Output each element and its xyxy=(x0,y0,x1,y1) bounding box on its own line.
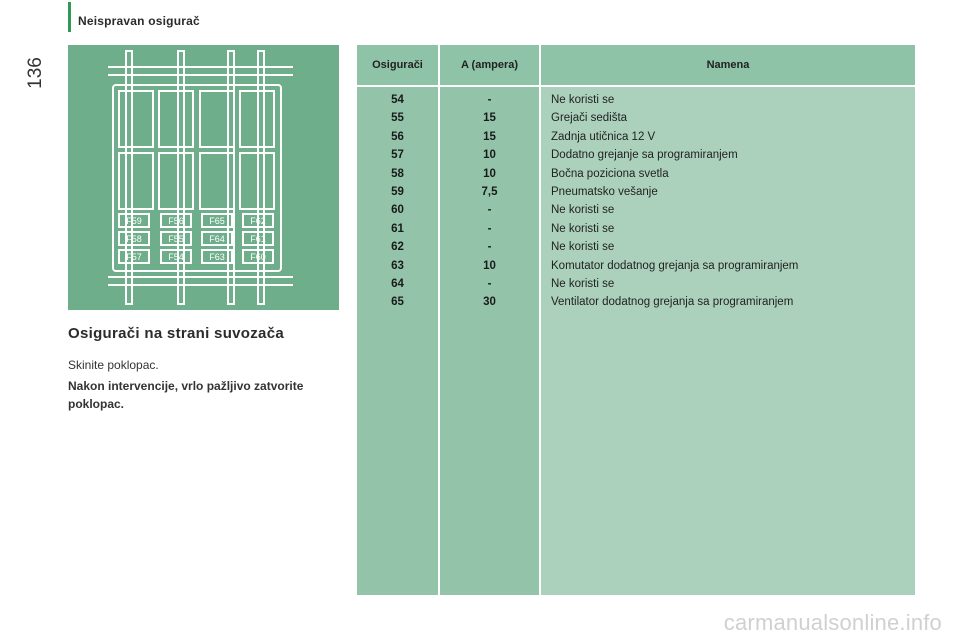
header-fuse: Osigurači xyxy=(357,45,438,85)
cell-amp: 15 xyxy=(483,112,496,125)
page-number: 136 xyxy=(24,57,46,89)
cell-amp: - xyxy=(487,204,492,217)
cell-amp: 15 xyxy=(483,130,496,143)
fuse-label: F64 xyxy=(209,234,225,244)
table-row xyxy=(357,183,915,201)
table-row xyxy=(357,275,915,293)
cell-fuse: 60 xyxy=(391,204,404,217)
fuse-label: F55 xyxy=(168,234,184,244)
table-row xyxy=(357,109,915,127)
cell-amp: - xyxy=(487,94,492,106)
cell-purpose: Ventilator dodatnog grejanja sa programiranjem xyxy=(551,296,794,309)
fuse-label: F54 xyxy=(168,252,184,262)
table-row xyxy=(357,165,915,183)
cell-purpose: Ne koristi se xyxy=(551,94,615,106)
cell-fuse: 63 xyxy=(391,259,404,272)
fuse-label: F57 xyxy=(126,252,142,262)
fuse-label: F65 xyxy=(209,216,225,226)
cell-purpose: Grejači sedišta xyxy=(551,112,628,125)
header-accent-bar xyxy=(68,2,71,32)
cell-fuse: 58 xyxy=(391,167,404,180)
table-rows xyxy=(357,91,915,312)
cell-purpose: Ne koristi se xyxy=(551,241,615,254)
cell-purpose: Pneumatsko vešanje xyxy=(551,185,658,198)
page-header-title: Neispravan osigurač xyxy=(78,14,200,28)
cell-fuse: 57 xyxy=(391,149,404,162)
watermark: carmanualsonline.info xyxy=(723,610,942,635)
cell-fuse: 64 xyxy=(391,277,404,290)
table-row xyxy=(357,238,915,256)
cell-fuse: 65 xyxy=(391,296,404,309)
cell-fuse: 62 xyxy=(391,241,404,254)
cell-fuse: 55 xyxy=(391,112,404,125)
cell-purpose: Ne koristi se xyxy=(551,277,615,290)
table-row xyxy=(357,220,915,238)
cell-purpose: Ne koristi se xyxy=(551,222,615,235)
cell-purpose: Komutator dodatnog grejanja sa programiranjem xyxy=(551,259,799,272)
fuse-label: F56 xyxy=(168,216,184,226)
cell-amp: 10 xyxy=(483,167,496,180)
cell-amp: - xyxy=(487,277,492,290)
table-row xyxy=(357,201,915,219)
cell-amp: 7,5 xyxy=(481,185,498,198)
cell-purpose: Bočna poziciona svetla xyxy=(551,167,669,180)
table-row xyxy=(357,91,915,109)
fuse-label: F61 xyxy=(250,234,266,244)
table-header xyxy=(357,45,915,85)
cell-amp: - xyxy=(487,241,492,254)
section-title: Osigurači na strani suvozača xyxy=(68,325,284,342)
table-row xyxy=(357,146,915,164)
cell-fuse: 61 xyxy=(391,222,404,235)
header-purpose: Namena xyxy=(541,45,915,85)
cell-amp: - xyxy=(487,222,492,235)
cell-purpose: Ne koristi se xyxy=(551,204,615,217)
header-amp: A (ampera) xyxy=(440,45,539,85)
instruction-warning: Nakon intervencije, vrlo pažljivo zatvorite poklopac. xyxy=(68,379,304,411)
cell-fuse: 59 xyxy=(391,185,404,198)
fuse-label: F62 xyxy=(250,216,266,226)
instruction-text: Skinite poklopac. xyxy=(68,358,159,372)
fuse-table xyxy=(357,45,915,595)
cell-fuse: 54 xyxy=(391,94,404,106)
fuse-box-diagram xyxy=(68,45,339,310)
cell-amp: 10 xyxy=(483,149,496,162)
cell-fuse: 56 xyxy=(391,130,404,143)
cell-amp: 10 xyxy=(483,259,496,272)
cell-purpose: Dodatno grejanje sa programiranjem xyxy=(551,149,738,162)
fuse-label: F58 xyxy=(126,234,142,244)
table-row xyxy=(357,293,915,311)
cell-purpose: Zadnja utičnica 12 V xyxy=(551,130,656,143)
cell-amp: 30 xyxy=(483,296,496,309)
fuse-label: F60 xyxy=(250,252,266,262)
fuse-label: F63 xyxy=(209,252,225,262)
table-row xyxy=(357,257,915,275)
table-row xyxy=(357,128,915,146)
fuse-label: F59 xyxy=(126,216,142,226)
